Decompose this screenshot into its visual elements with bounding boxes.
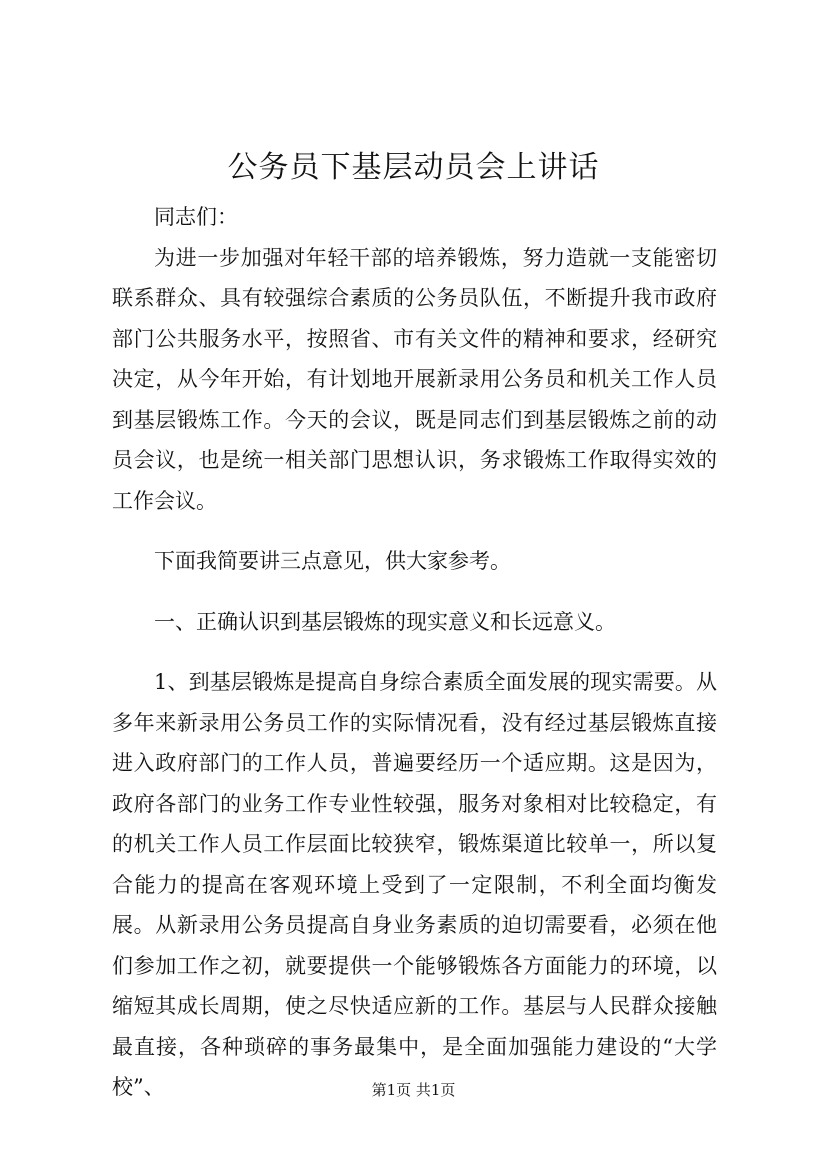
- intro-paragraph: 为进一步加强对年轻干部的培养锻炼，努力造就一支能密切联系群众、具有较强综合素质的公务员队伍，不断提升我市政府部门公共服务水平，按照省、市有关文件的精神和要求，经研究决定，从今年开始，有计划地开展新录用公务员和机关工作人员到基层锻炼工作。今天的会议，既是同志们到基层锻炼之前的动员会议，也是统一相关部门思想认识，务求锻炼工作取得实效的工作会议。: [112, 245, 717, 513]
- salutation: 同志们：: [154, 205, 238, 229]
- document-body: [112, 197, 717, 1108]
- section-heading: 一、正确认识到基层锻炼的现实意义和长远意义。: [154, 609, 616, 634]
- page-footer: 第1页 共1页: [371, 1081, 456, 1099]
- outline-paragraph: 下面我简要讲三点意见，供大家参考。: [154, 549, 511, 573]
- document-title: 公务员下基层动员会上讲话: [227, 150, 600, 185]
- point-one-paragraph: 1、到基层锻炼是提高自身综合素质全面发展的现实需要。从多年来新录用公务员工作的实际情况看，没有经过基层锻炼直接进入政府部门的工作人员，普遍要经历一个适应期。这是因为，政府各部门的业务工作专业性较强，服务对象相对比较稳定，有的机关工作人员工作层面比较狭窄，锻炼渠道比较单一，所以复合能力的提高在客观环境上受到了一定限制，不利全面均衡发展。从新录用公务员提高自身业务素质的迫切需要看，必须在他们参加工作之初，就要提供一个能够锻炼各方面能力的环境，以缩短其成长周期，使之尽快适应新的工作。基层与人民群众接触最直接，各种琐碎的事务最集中，是全面加强能力建设的“大学校”、: [112, 670, 717, 1099]
